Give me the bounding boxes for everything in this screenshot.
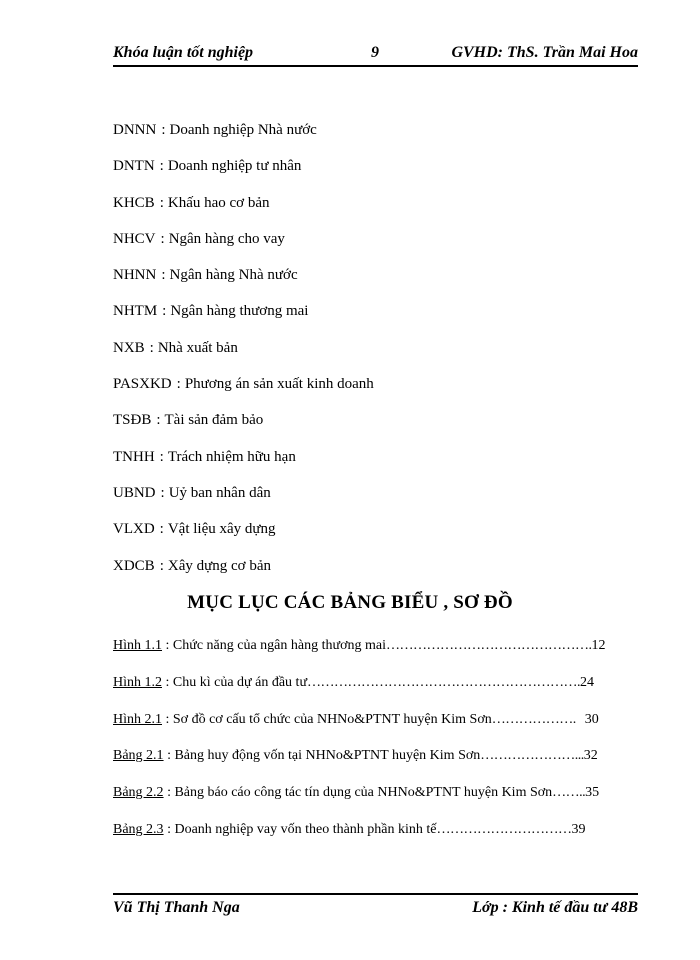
toc-entry-page: 39	[571, 821, 586, 837]
abbreviation-row	[113, 156, 613, 192]
abbreviation-code: DNTN	[113, 158, 155, 175]
abbreviation-meaning: Tài sản đảm bảo	[164, 412, 264, 429]
toc-entry-page: 30	[584, 711, 599, 727]
toc-entry-leader: …………………...	[480, 748, 584, 764]
header-page-number: 9	[371, 44, 379, 61]
abbreviation-row	[113, 338, 613, 374]
abbreviation-row	[113, 374, 613, 410]
toc-entry-leader: ……..	[552, 785, 586, 801]
abbreviation-code: DNNN	[113, 122, 157, 138]
abbreviation-row	[113, 193, 613, 229]
abbreviation-code: VLXD	[113, 521, 155, 538]
toc-entry-title: : Bảng huy động vốn tại NHNo&PTNT huyện Kim Sơn	[163, 748, 481, 764]
abbreviation-meaning: Ngân hàng thương mai	[170, 303, 309, 320]
header-divider	[113, 65, 638, 67]
toc-entry-leader: …………………………………………………….	[307, 674, 581, 690]
abbreviation-row	[113, 447, 613, 483]
toc-entry-ref[interactable]: Hình 1.1	[113, 638, 162, 653]
abbreviation-code: NHCV	[113, 230, 156, 247]
abbreviation-row	[113, 410, 613, 446]
abbreviation-code: PASXKD	[113, 376, 172, 393]
footer-author: Vũ Thị Thanh Nga	[113, 899, 240, 916]
footer-class: Lớp : Kinh tế đầu tư 48B	[472, 899, 638, 916]
toc-entry-title: : Bảng báo cáo công tác tín dụng của NHNo&PTNT huyện Kim Sơn	[163, 785, 553, 801]
abbreviation-separator: :	[160, 484, 165, 501]
abbreviation-list	[113, 120, 613, 592]
abbreviation-separator: :	[159, 448, 164, 465]
abbreviation-separator: :	[159, 194, 164, 211]
abbreviation-meaning: Nhà xuất bản	[157, 339, 238, 356]
toc-entry[interactable]	[113, 746, 633, 783]
abbreviation-row	[113, 120, 613, 156]
abbreviation-meaning: Doanh nghiệp Nhà nước	[169, 122, 317, 138]
toc-entry-leader: …………………………	[436, 821, 572, 837]
abbreviation-separator: :	[149, 339, 154, 356]
toc-heading: MỤC LỤC CÁC BẢNG BIỂU , SƠ ĐỒ	[187, 592, 513, 613]
table-of-figures	[113, 636, 633, 857]
abbreviation-separator: :	[159, 521, 164, 538]
abbreviation-code: NHNN	[113, 267, 157, 284]
toc-entry-ref[interactable]: Bảng 2.3	[113, 821, 164, 837]
abbreviation-code: NXB	[113, 339, 145, 356]
abbreviation-meaning: Phương án sản xuất kinh doanh	[184, 376, 374, 393]
abbreviation-row	[113, 556, 613, 592]
abbreviation-code: TSĐB	[113, 412, 152, 429]
abbreviation-code: XDCB	[113, 557, 155, 574]
footer-divider	[113, 893, 638, 895]
toc-entry-leader: ……………………………………….	[385, 638, 592, 653]
abbreviation-meaning: Vật liệu xây dựng	[167, 521, 276, 538]
toc-entry[interactable]	[113, 783, 633, 820]
abbreviation-meaning: Xây dựng cơ bản	[167, 557, 271, 574]
toc-entry-ref[interactable]: Hình 2.1	[113, 711, 162, 727]
abbreviation-separator: :	[176, 376, 181, 393]
header-advisor: GVHD: ThS. Trần Mai Hoa	[451, 44, 638, 61]
abbreviation-code: UBND	[113, 484, 156, 501]
page-footer	[113, 899, 638, 919]
abbreviation-row	[113, 265, 613, 301]
abbreviation-row	[113, 519, 613, 555]
toc-entry[interactable]	[113, 820, 633, 857]
toc-entry-title: : Chu kì của dự án đầu tư	[162, 674, 308, 690]
toc-entry-ref[interactable]: Hình 1.2	[113, 674, 162, 690]
abbreviation-row	[113, 229, 613, 265]
toc-entry-page: 32	[583, 748, 598, 764]
toc-entry[interactable]	[113, 636, 633, 673]
abbreviation-separator: :	[160, 230, 165, 247]
abbreviation-separator: :	[161, 267, 166, 284]
toc-entry-title: : Chức năng của ngân hàng thương mai	[162, 638, 386, 653]
abbreviation-separator: :	[159, 557, 164, 574]
toc-entry[interactable]	[113, 710, 633, 747]
toc-entry-title: : Sơ đồ cơ cấu tổ chức của NHNo&PTNT huyện Kim Sơn	[162, 711, 492, 727]
abbreviation-row	[113, 483, 613, 519]
toc-entry-ref[interactable]: Bảng 2.1	[113, 748, 164, 764]
toc-entry-ref[interactable]: Bảng 2.2	[113, 785, 164, 801]
toc-entry[interactable]	[113, 673, 633, 710]
abbreviation-code: NHTM	[113, 303, 158, 320]
abbreviation-meaning: Ngân hàng Nhà nước	[169, 267, 298, 284]
toc-entry-title: : Doanh nghiệp vay vốn theo thành phần kinh tế	[163, 821, 437, 837]
abbreviation-separator: :	[156, 412, 161, 429]
abbreviation-meaning: Ngân hàng cho vay	[168, 230, 285, 247]
abbreviation-meaning: Doanh nghiệp tư nhân	[167, 158, 302, 175]
toc-entry-page: 35	[585, 785, 600, 801]
abbreviation-separator: :	[161, 122, 166, 138]
toc-entry-page: 24	[580, 674, 595, 690]
header-thesis-label: Khóa luận tốt nghiệp	[113, 44, 254, 61]
abbreviation-code: KHCB	[113, 194, 155, 211]
toc-entry-page: 12	[591, 638, 606, 653]
abbreviation-meaning: Khấu hao cơ bản	[167, 194, 270, 211]
abbreviation-meaning: Uỷ ban nhân dân	[168, 484, 271, 501]
abbreviation-code: TNHH	[113, 448, 155, 465]
abbreviation-separator: :	[159, 158, 164, 175]
abbreviation-row	[113, 301, 613, 337]
abbreviation-separator: :	[162, 303, 167, 320]
toc-entry-leader: ……………….	[491, 711, 585, 727]
abbreviation-meaning: Trách nhiệm hữu hạn	[167, 448, 296, 465]
page-header	[113, 44, 638, 64]
